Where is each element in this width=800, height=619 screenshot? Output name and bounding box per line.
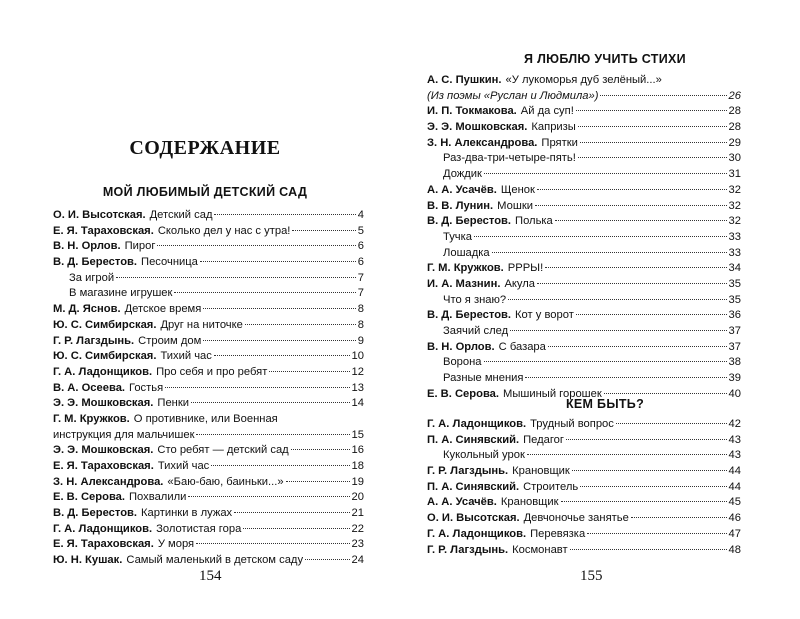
toc-title: Трудный вопрос (530, 418, 614, 430)
toc-title: Ворона (443, 356, 482, 369)
toc-page-number: 10 (351, 350, 364, 363)
toc-author: Г. М. Кружков. (427, 262, 504, 275)
toc-entry (427, 167, 741, 183)
toc-title: Крановщик (512, 465, 570, 478)
toc-author: Е. Я. Тараховская. (53, 538, 154, 551)
toc-author: В. В. Лунин. (427, 199, 494, 212)
toc-author: Г. А. Ладонщиков. (427, 418, 527, 430)
toc-author: Е. В. Серова. (53, 491, 126, 504)
toc-author: Г. Р. Лагздынь. (427, 543, 509, 556)
toc-page-number: 31 (728, 168, 741, 181)
dot-leader (510, 330, 726, 331)
toc-entry (427, 246, 741, 262)
toc-title: Педагог (523, 433, 564, 446)
toc-page-number: 7 (357, 271, 364, 284)
toc-entry (53, 318, 364, 334)
dot-leader (203, 308, 355, 309)
dot-leader (570, 549, 727, 550)
toc-entry (53, 239, 364, 255)
toc-title: Детское время (124, 303, 202, 316)
dot-leader (578, 157, 727, 158)
dot-leader (269, 371, 349, 372)
toc-title: Про себя и про ребят (156, 365, 268, 378)
toc-entry-first-line (427, 73, 741, 89)
toc-entry (427, 293, 741, 309)
toc-page-number: 9 (357, 334, 364, 347)
dot-leader (286, 481, 350, 482)
toc-entry (53, 459, 364, 475)
toc-page-number: 36 (728, 309, 741, 322)
dot-leader (580, 142, 727, 143)
toc-title: Кот у ворот (515, 309, 574, 322)
toc-title: Капризы (531, 121, 576, 134)
toc-title: Картинки в лужах (141, 507, 233, 520)
toc-author: В. Д. Берестов. (427, 309, 512, 322)
section-title: Я ЛЮБЛЮ УЧИТЬ СТИХИ (524, 52, 686, 66)
toc-entry-first-line (53, 412, 364, 428)
toc-entry (427, 543, 741, 559)
toc-title: Космонавт (512, 543, 568, 556)
dot-leader (191, 402, 350, 403)
toc-title: РРРЫ! (507, 262, 544, 275)
toc-page-number: 7 (357, 287, 364, 300)
dot-leader (214, 355, 350, 356)
toc-entry (427, 340, 741, 356)
toc-entry (53, 349, 364, 365)
toc-author: Ю. С. Симбирская. (53, 350, 157, 363)
dot-leader (561, 501, 727, 502)
toc-title-continued: инструкция для мальчишек (53, 428, 195, 441)
toc-title: Сто ребят — детский сад (157, 444, 289, 457)
toc-page-number: 8 (357, 318, 364, 331)
toc-entry (427, 199, 741, 215)
toc-page-number: 37 (728, 340, 741, 353)
toc-entry (53, 381, 364, 397)
toc-title: Перевязка (530, 527, 586, 540)
toc-list (427, 73, 741, 402)
toc-entry (427, 183, 741, 199)
toc-title: Мошки (497, 199, 533, 212)
toc-entry (53, 490, 364, 506)
dot-leader (572, 470, 727, 471)
toc-author: В. Н. Орлов. (427, 340, 495, 353)
toc-title: Акула (504, 277, 536, 290)
toc-entry (53, 443, 364, 459)
dot-leader (545, 267, 726, 268)
toc-page-number: 38 (728, 356, 741, 369)
toc-title: Тучка (443, 230, 472, 243)
toc-entry (53, 475, 364, 491)
toc-title: Пирог (124, 240, 156, 253)
toc-page-number: 45 (728, 496, 741, 509)
toc-title: Тихий час (157, 460, 210, 473)
dot-leader (305, 559, 349, 560)
toc-entry (53, 302, 364, 318)
toc-page-number: 28 (728, 105, 741, 118)
dot-leader (492, 252, 727, 253)
toc-author: О. И. Высотская. (427, 512, 520, 525)
toc-author: Е. В. Серова. (427, 387, 500, 400)
toc-entry (427, 417, 741, 433)
page-number: 155 (580, 568, 603, 584)
toc-author: В. Д. Берестов. (53, 507, 138, 520)
dot-leader (527, 454, 727, 455)
toc-title: Полька (515, 215, 553, 228)
toc-author: П. А. Синявский. (427, 433, 520, 446)
dot-leader (548, 346, 727, 347)
toc-author: Г. Р. Лагздынь. (53, 334, 135, 347)
dot-leader (535, 205, 727, 206)
dot-leader (116, 277, 356, 278)
toc-title: Гостья (129, 381, 164, 394)
toc-title: Ай да суп! (520, 105, 574, 118)
toc-entry (53, 553, 364, 569)
toc-author: Г. А. Ладонщиков. (53, 522, 153, 535)
dot-leader (174, 292, 355, 293)
toc-author: Г. М. Кружков. (53, 412, 130, 425)
toc-entry (427, 371, 741, 387)
section-title: МОЙ ЛЮБИМЫЙ ДЕТСКИЙ САД (102, 185, 308, 199)
toc-author: В. Н. Орлов. (53, 240, 121, 253)
toc-page-number: 22 (351, 522, 364, 535)
toc-title: Щенок (500, 183, 535, 196)
toc-author: Э. Э. Мошковская. (53, 397, 154, 410)
toc-page-number: 43 (728, 449, 741, 462)
dot-leader (616, 423, 727, 424)
dot-leader (576, 110, 727, 111)
toc-page-number: 4 (357, 209, 364, 221)
toc-title: Песочница (141, 256, 198, 269)
toc-title: Похвалили (129, 491, 187, 504)
page-number: 154 (199, 568, 222, 584)
toc-author: М. Д. Яснов. (53, 303, 121, 316)
toc-entry (427, 214, 741, 230)
dot-leader (243, 528, 349, 529)
toc-author: Г. Р. Лагздынь. (427, 465, 509, 478)
toc-entry (53, 412, 364, 443)
toc-entry-second-line (427, 89, 741, 105)
toc-title: У моря (157, 538, 195, 551)
toc-page-number: 32 (728, 199, 741, 212)
toc-title: Кукольный урок (443, 449, 525, 462)
dot-leader (157, 245, 355, 246)
toc-author: А. С. Пушкин. (427, 74, 502, 86)
toc-title: За игрой (69, 271, 115, 284)
toc-author: В. Д. Берестов. (427, 215, 512, 228)
toc-entry-second-line (53, 428, 364, 444)
toc-page-number: 26 (728, 89, 741, 102)
toc-entry (53, 396, 364, 412)
toc-page-number: 32 (728, 183, 741, 196)
toc-author: П. А. Синявский. (427, 480, 520, 493)
toc-title: О противнике, или Военная (133, 412, 278, 425)
dot-leader (214, 214, 355, 215)
toc-title: Заячий след (443, 325, 509, 338)
dot-leader (508, 299, 726, 300)
dot-leader (580, 486, 726, 487)
toc-page-number: 14 (351, 397, 364, 410)
toc-page-number: 35 (728, 293, 741, 306)
toc-entry (427, 120, 741, 136)
toc-page-number: 47 (728, 527, 741, 540)
toc-page-number: 35 (728, 277, 741, 290)
toc-entry (53, 286, 364, 302)
toc-entry (427, 355, 741, 371)
toc-title: Детский сад (149, 209, 213, 221)
dot-leader (604, 393, 727, 394)
toc-page-number: 6 (357, 256, 364, 269)
dot-leader (566, 439, 727, 440)
toc-page-number: 39 (728, 372, 741, 385)
toc-title: Пенки (157, 397, 189, 410)
toc-page-number: 30 (728, 152, 741, 165)
toc-page-number: 12 (351, 365, 364, 378)
toc-title: Крановщик (500, 496, 559, 509)
dot-leader (200, 261, 356, 262)
toc-title: Что я знаю? (443, 293, 507, 306)
toc-author: А. А. Усачёв. (427, 183, 497, 196)
dot-leader (165, 387, 349, 388)
toc-page-number: 13 (351, 381, 364, 394)
toc-page-number: 15 (351, 428, 364, 441)
toc-author: Е. Я. Тараховская. (53, 224, 154, 237)
dot-leader (196, 434, 349, 435)
right-page (400, 0, 800, 619)
toc-page-number: 5 (357, 224, 364, 237)
toc-entry (53, 537, 364, 553)
dot-leader (291, 449, 350, 450)
toc-entry (53, 255, 364, 271)
toc-author: Г. А. Ладонщиков. (53, 365, 153, 378)
toc-page-number: 34 (728, 262, 741, 275)
section-title: КЕМ БЫТЬ? (565, 397, 645, 411)
toc-page-number: 8 (357, 303, 364, 316)
toc-entry (53, 224, 364, 240)
dot-leader (188, 496, 349, 497)
dot-leader (196, 543, 349, 544)
toc-title: В магазине игрушек (69, 287, 173, 300)
toc-page-number: 33 (728, 230, 741, 243)
toc-entry (427, 277, 741, 293)
toc-page-number: 46 (728, 512, 741, 525)
dot-leader (203, 340, 355, 341)
toc-entry (53, 271, 364, 287)
toc-entry (427, 495, 741, 511)
toc-author: Ю. С. Симбирская. (53, 318, 157, 331)
dot-leader (555, 220, 727, 221)
toc-entry (53, 208, 364, 224)
toc-entry (427, 104, 741, 120)
toc-author: И. П. Токмакова. (427, 105, 517, 118)
toc-title: Разные мнения (443, 372, 524, 385)
toc-title: Друг на ниточке (160, 318, 243, 331)
dot-leader (292, 230, 355, 231)
dot-leader (245, 324, 356, 325)
toc-page-number: 32 (728, 215, 741, 228)
toc-author: В. Д. Берестов. (53, 256, 138, 269)
dot-leader (631, 517, 727, 518)
toc-author: А. А. Усачёв. (427, 496, 497, 509)
toc-author: Э. Э. Мошковская. (53, 444, 154, 457)
page-title: СОДЕРЖАНИЕ (129, 137, 281, 159)
toc-author: И. А. Мазнин. (427, 277, 501, 290)
toc-page-number: 6 (357, 240, 364, 253)
toc-title: Девчоночье занятье (523, 512, 629, 525)
toc-list (427, 417, 741, 558)
toc-title-continued: (Из поэмы «Руслан и Людмила») (427, 89, 599, 102)
toc-entry (53, 506, 364, 522)
toc-author: Ю. Н. Кушак. (53, 554, 123, 567)
toc-entry (427, 308, 741, 324)
toc-entry (427, 73, 741, 104)
toc-page-number: 21 (351, 507, 364, 520)
toc-entry (53, 522, 364, 538)
toc-title: Дождик (443, 168, 482, 181)
toc-page-number: 33 (728, 246, 741, 259)
dot-leader (587, 533, 726, 534)
dot-leader (600, 95, 726, 96)
toc-title: «Баю-баю, баиньки...» (167, 475, 284, 488)
toc-author: Г. А. Ладонщиков. (427, 527, 527, 540)
toc-page-number: 44 (728, 465, 741, 478)
dot-leader (484, 173, 727, 174)
toc-entry (427, 480, 741, 496)
toc-author: З. Н. Александрова. (427, 136, 538, 149)
toc-title: Раз-два-три-четыре-пять! (443, 152, 576, 165)
toc-page-number: 23 (351, 538, 364, 551)
toc-entry (53, 365, 364, 381)
toc-page-number: 20 (351, 491, 364, 504)
toc-entry (427, 230, 741, 246)
toc-author: В. А. Осеева. (53, 381, 126, 394)
toc-entry (427, 464, 741, 480)
toc-title: Мышиный горошек (503, 387, 602, 400)
toc-entry (53, 334, 364, 350)
toc-list (53, 208, 364, 569)
toc-title: Тихий час (160, 350, 212, 363)
toc-title: Лошадка (443, 246, 490, 259)
toc-author: О. И. Высотская. (53, 209, 146, 221)
toc-page-number: 24 (351, 554, 364, 567)
dot-leader (484, 361, 727, 362)
toc-title: С базара (498, 340, 546, 353)
toc-entry (427, 136, 741, 152)
toc-title: Золотистая гора (156, 522, 242, 535)
dot-leader (578, 126, 727, 127)
toc-page-number: 28 (728, 121, 741, 134)
dot-leader (537, 189, 727, 190)
toc-page-number: 44 (728, 480, 741, 493)
dot-leader (234, 512, 349, 513)
toc-author: З. Н. Александрова. (53, 475, 164, 488)
toc-title: Прятки (541, 136, 578, 149)
toc-author: Э. Э. Мошковская. (427, 121, 528, 134)
toc-title: Сколько дел у нас с утра! (157, 224, 291, 237)
toc-page-number: 37 (728, 325, 741, 338)
toc-author: Е. Я. Тараховская. (53, 460, 154, 473)
toc-title: Строим дом (138, 334, 202, 347)
dot-leader (211, 465, 349, 466)
dot-leader (525, 377, 726, 378)
toc-page-number: 43 (728, 433, 741, 446)
toc-entry (427, 261, 741, 277)
toc-title: Строитель (523, 480, 579, 493)
dot-leader (537, 283, 727, 284)
toc-entry (427, 527, 741, 543)
toc-entry (427, 151, 741, 167)
toc-page-number: 42 (728, 418, 741, 430)
toc-page-number: 16 (351, 444, 364, 457)
toc-title: Самый маленький в детском саду (126, 554, 304, 567)
dot-leader (474, 236, 727, 237)
dot-leader (576, 314, 727, 315)
toc-page-number: 29 (728, 136, 741, 149)
toc-entry (427, 448, 741, 464)
toc-entry (427, 511, 741, 527)
toc-page-number: 48 (728, 543, 741, 556)
toc-entry (427, 324, 741, 340)
toc-title: «У лукоморья дуб зелёный...» (505, 74, 662, 86)
toc-page-number: 40 (728, 387, 741, 400)
toc-entry (427, 433, 741, 449)
toc-page-number: 18 (351, 460, 364, 473)
toc-page-number: 19 (351, 475, 364, 488)
